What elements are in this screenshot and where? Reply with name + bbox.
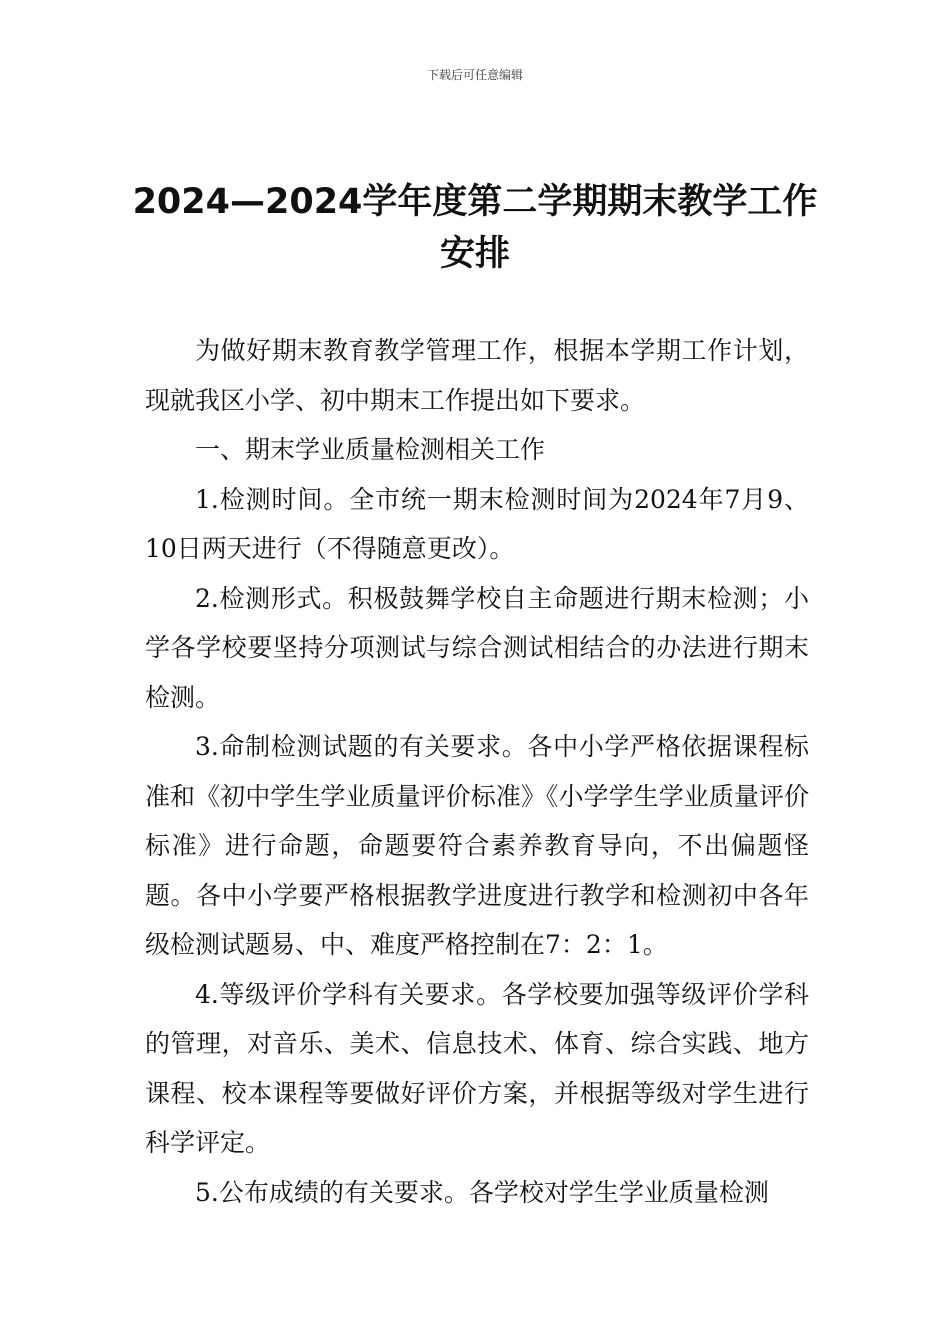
paragraph-item-1: 1.检测时间。全市统一期末检测时间为2024年7月9、10日两天进行（不得随意更改）。 bbox=[145, 484, 809, 563]
title-line-2: 安排 bbox=[439, 234, 510, 274]
paragraph-item-3: 3.命制检测试题的有关要求。各中小学严格依据课程标准和《初中学生学业质量评价标准》《小学学生学业质量评价标准》进行命题，命题要符合素养教育导向，不出偏题怪题。各中小学要严格根据教学进度进行教学和检测初中各年级检测试题易、中、难度严格控制在7：2：1。 bbox=[145, 732, 809, 959]
page-header-note: 下载后可任意编辑 bbox=[426, 68, 523, 82]
intro-paragraph: 为做好期末教育教学管理工作，根据本学期工作计划，现就我区小学、初中期末工作提出如下要求。 bbox=[145, 336, 809, 415]
paragraph-item-2: 2.检测形式。积极鼓舞学校自主命题进行期末检测；小学各学校要坚持分项测试与综合测试相结合的办法进行期末检测。 bbox=[145, 583, 809, 712]
title-line-1: 2024—2024学年度第二学期期末教学工作 bbox=[132, 182, 818, 222]
document-title bbox=[100, 176, 850, 280]
paragraph-item-5: 5.公布成绩的有关要求。各学校对学生学业质量检测 bbox=[195, 1177, 769, 1207]
paragraph-item-4: 4.等级评价学科有关要求。各学校要加强等级评价学科的管理，对音乐、美术、信息技术、体育、综合实践、地方课程、校本课程等要做好评价方案，并根据等级对学生进行科学评定。 bbox=[145, 979, 809, 1157]
section-heading: 一、期末学业质量检测相关工作 bbox=[195, 435, 546, 464]
document-body bbox=[145, 326, 809, 1217]
